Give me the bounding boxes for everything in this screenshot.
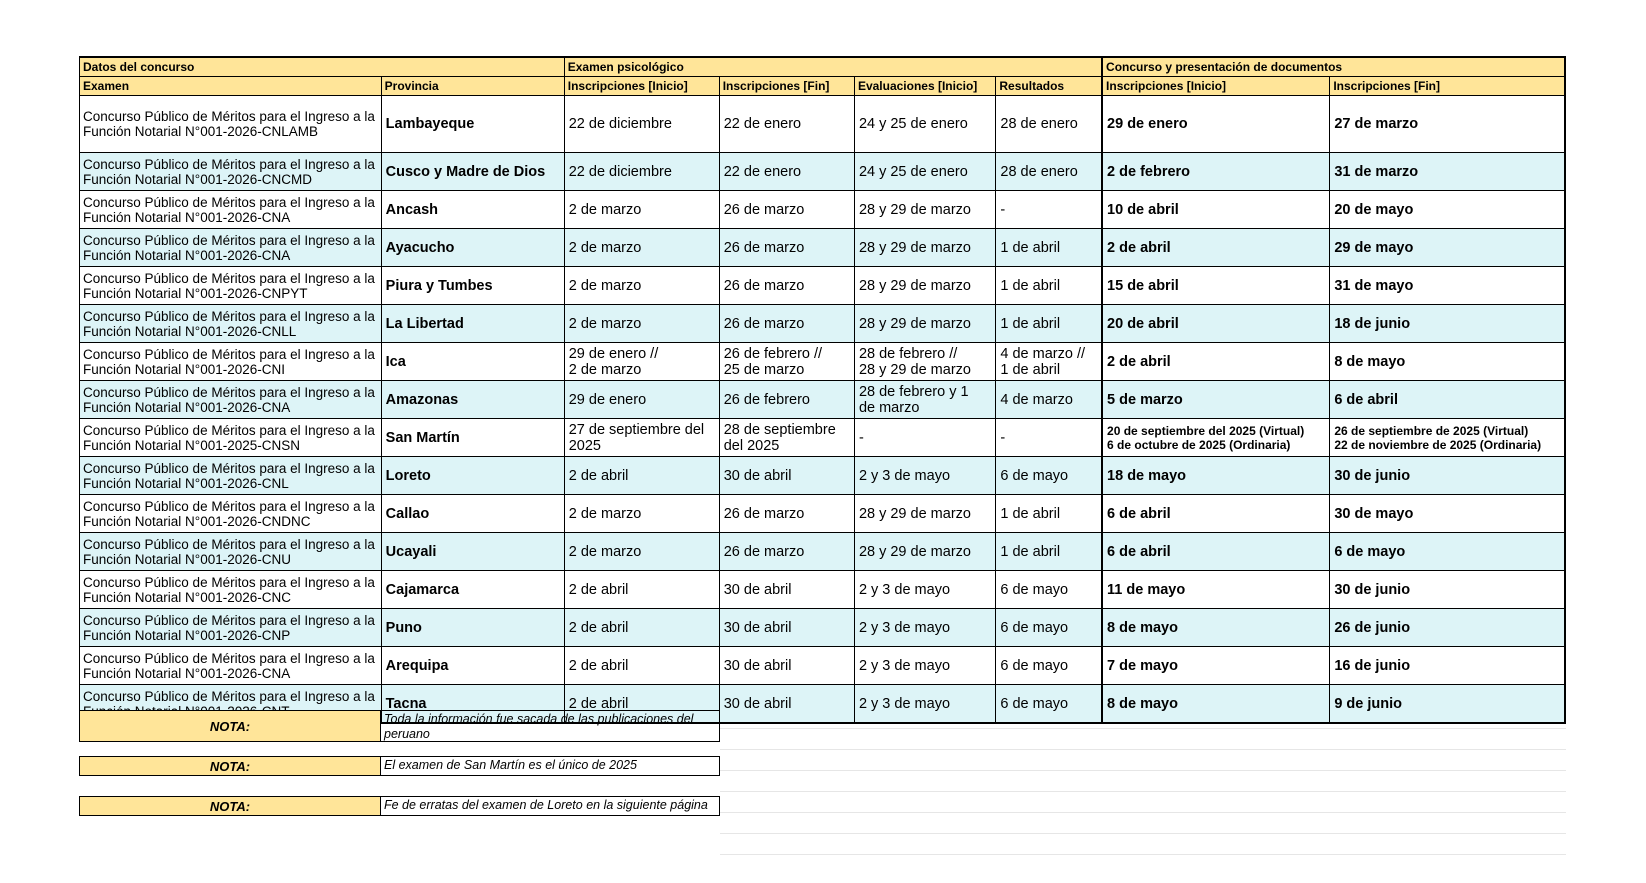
cell-resultados[interactable]: 1 de abril: [996, 229, 1102, 267]
cell-provincia[interactable]: Puno: [381, 609, 564, 647]
cell-ins-inicio[interactable]: 29 de enero: [564, 381, 719, 419]
col-examen-header[interactable]: Examen: [80, 77, 382, 96]
cell-doc-fin[interactable]: 9 de junio: [1330, 685, 1565, 724]
note-text[interactable]: El examen de San Martín es el único de 2025: [381, 756, 720, 776]
table-row: [80, 495, 1566, 533]
cell-provincia[interactable]: Piura y Tumbes: [381, 267, 564, 305]
note-label[interactable]: NOTA:: [79, 710, 381, 742]
spreadsheet: [79, 56, 1566, 724]
cell-ins-fin[interactable]: 26 de marzo: [719, 191, 854, 229]
cell-examen[interactable]: Concurso Público de Méritos para el Ingreso a la Función Notarial N°001-2026-CNI: [80, 343, 382, 381]
cell-evaluaciones[interactable]: 28 de febrero y 1 de marzo: [854, 381, 995, 419]
note-text[interactable]: Toda la información fue sacada de las publicaciones del peruano: [381, 710, 720, 742]
cell-resultados[interactable]: 1 de abril: [996, 533, 1102, 571]
cell-provincia[interactable]: Lambayeque: [381, 96, 564, 153]
cell-provincia[interactable]: Callao: [381, 495, 564, 533]
cell-ins-inicio[interactable]: 2 de marzo: [564, 267, 719, 305]
cell-examen[interactable]: Concurso Público de Méritos para el Ingreso a la Función Notarial N°001-2026-CNA: [80, 647, 382, 685]
cell-resultados[interactable]: 6 de mayo: [996, 571, 1102, 609]
cell-ins-fin[interactable]: 26 de marzo: [719, 267, 854, 305]
cell-doc-fin[interactable]: 30 de junio: [1330, 457, 1565, 495]
note-row: [79, 796, 720, 816]
cell-doc-inicio[interactable]: 15 de abril: [1102, 267, 1330, 305]
cell-provincia[interactable]: Amazonas: [381, 381, 564, 419]
cell-ins-fin[interactable]: 30 de abril: [719, 609, 854, 647]
table-row: [80, 343, 1566, 381]
cell-ins-fin[interactable]: 22 de enero: [719, 96, 854, 153]
cell-doc-fin[interactable]: 30 de junio: [1330, 571, 1565, 609]
cell-examen[interactable]: Concurso Público de Méritos para el Ingreso a la Función Notarial N°001-2026-CNP: [80, 609, 382, 647]
cell-ins-inicio[interactable]: 2 de abril: [564, 647, 719, 685]
cell-doc-inicio[interactable]: 29 de enero: [1102, 96, 1330, 153]
cell-examen[interactable]: Concurso Público de Méritos para el Ingreso a la Función Notarial N°001-2026-CNL: [80, 457, 382, 495]
cell-examen[interactable]: Concurso Público de Méritos para el Ingreso a la Función Notarial N°001-2026-CNPYT: [80, 267, 382, 305]
cell-doc-fin[interactable]: 30 de mayo: [1330, 495, 1565, 533]
table-row: [80, 419, 1566, 457]
cell-ins-fin[interactable]: 26 de marzo: [719, 533, 854, 571]
col-ins-inicio-header[interactable]: Inscripciones [Inicio]: [564, 77, 719, 96]
cell-doc-fin[interactable]: 29 de mayo: [1330, 229, 1565, 267]
cell-ins-fin[interactable]: 22 de enero: [719, 153, 854, 191]
cell-examen[interactable]: Concurso Público de Méritos para el Ingreso a la Función Notarial N°001-2026-CNDNC: [80, 495, 382, 533]
table-row: [80, 153, 1566, 191]
cell-doc-fin[interactable]: 31 de marzo: [1330, 153, 1565, 191]
note-row: [79, 756, 720, 776]
cell-resultados[interactable]: 6 de mayo: [996, 647, 1102, 685]
cell-provincia[interactable]: La Libertad: [381, 305, 564, 343]
cell-examen[interactable]: Concurso Público de Méritos para el Ingreso a la Función Notarial N°001-2026-CNA: [80, 191, 382, 229]
cell-ins-inicio[interactable]: 2 de abril: [564, 685, 719, 724]
note-label[interactable]: NOTA:: [79, 756, 381, 776]
cell-ins-fin[interactable]: 30 de abril: [719, 457, 854, 495]
cell-doc-fin[interactable]: 6 de mayo: [1330, 533, 1565, 571]
col-doc-fin-header[interactable]: Inscripciones [Fin]: [1330, 77, 1565, 96]
cell-doc-inicio[interactable]: 11 de mayo: [1102, 571, 1330, 609]
cell-evaluaciones[interactable]: 2 y 3 de mayo: [854, 457, 995, 495]
group-datos-header[interactable]: Datos del concurso: [80, 57, 565, 77]
cell-evaluaciones[interactable]: 2 y 3 de mayo: [854, 685, 995, 724]
cell-doc-fin[interactable]: 31 de mayo: [1330, 267, 1565, 305]
cell-doc-fin[interactable]: 26 de septiembre de 2025 (Virtual) 22 de noviembre de 2025 (Ordinaria): [1330, 419, 1565, 457]
cell-doc-inicio[interactable]: 20 de abril: [1102, 305, 1330, 343]
cell-evaluaciones[interactable]: 28 y 29 de marzo: [854, 191, 995, 229]
col-doc-inicio-header[interactable]: Inscripciones [Inicio]: [1102, 77, 1330, 96]
cell-doc-inicio[interactable]: 8 de mayo: [1102, 609, 1330, 647]
cell-doc-inicio[interactable]: 7 de mayo: [1102, 647, 1330, 685]
table-row: [80, 533, 1566, 571]
cell-resultados[interactable]: 4 de marzo // 1 de abril: [996, 343, 1102, 381]
cell-ins-inicio[interactable]: 2 de marzo: [564, 495, 719, 533]
cell-provincia[interactable]: Cajamarca: [381, 571, 564, 609]
table-row: [80, 571, 1566, 609]
cell-ins-fin[interactable]: 26 de marzo: [719, 229, 854, 267]
header-column-row: [80, 77, 1566, 96]
cell-ins-fin[interactable]: 30 de abril: [719, 685, 854, 724]
cell-ins-fin[interactable]: 30 de abril: [719, 571, 854, 609]
cell-ins-inicio[interactable]: 22 de diciembre: [564, 153, 719, 191]
cell-ins-inicio[interactable]: 2 de abril: [564, 609, 719, 647]
col-evaluaciones-header[interactable]: Evaluaciones [Inicio]: [854, 77, 995, 96]
table-row: [80, 191, 1566, 229]
cell-doc-fin[interactable]: 6 de abril: [1330, 381, 1565, 419]
cell-doc-fin[interactable]: 26 de junio: [1330, 609, 1565, 647]
cell-ins-inicio[interactable]: 29 de enero // 2 de marzo: [564, 343, 719, 381]
table-row: [80, 609, 1566, 647]
cell-resultados[interactable]: -: [996, 419, 1102, 457]
cell-ins-fin[interactable]: 30 de abril: [719, 647, 854, 685]
cell-ins-fin[interactable]: 28 de septiembre del 2025: [719, 419, 854, 457]
cell-doc-fin[interactable]: 16 de junio: [1330, 647, 1565, 685]
table-row: [80, 647, 1566, 685]
cell-doc-inicio[interactable]: 2 de abril: [1102, 343, 1330, 381]
cell-evaluaciones[interactable]: 28 y 29 de marzo: [854, 495, 995, 533]
cell-ins-inicio[interactable]: 2 de marzo: [564, 229, 719, 267]
cell-provincia[interactable]: San Martín: [381, 419, 564, 457]
cell-ins-fin[interactable]: 26 de marzo: [719, 495, 854, 533]
cell-doc-inicio[interactable]: 20 de septiembre del 2025 (Virtual) 6 de octubre de 2025 (Ordinaria): [1102, 419, 1330, 457]
cell-resultados[interactable]: 6 de mayo: [996, 457, 1102, 495]
note-row: [79, 710, 720, 742]
cell-ins-inicio[interactable]: 2 de marzo: [564, 191, 719, 229]
table-row: [80, 457, 1566, 495]
cell-provincia[interactable]: Loreto: [381, 457, 564, 495]
col-provincia-header[interactable]: Provincia: [381, 77, 564, 96]
cell-doc-inicio[interactable]: 10 de abril: [1102, 191, 1330, 229]
cell-evaluaciones[interactable]: 28 y 29 de marzo: [854, 533, 995, 571]
cell-resultados[interactable]: 4 de marzo: [996, 381, 1102, 419]
header-group-row: [80, 57, 1566, 77]
cell-examen[interactable]: Concurso Público de Méritos para el Ingreso a la: [80, 685, 382, 724]
table-row: [80, 381, 1566, 419]
cell-doc-fin[interactable]: 20 de mayo: [1330, 191, 1565, 229]
cell-examen[interactable]: Concurso Público de Méritos para el Ingreso a la Función Notarial N°001-2026-CNA: [80, 381, 382, 419]
cell-ins-inicio[interactable]: 2 de abril: [564, 457, 719, 495]
cell-doc-inicio[interactable]: 2 de febrero: [1102, 153, 1330, 191]
cell-evaluaciones[interactable]: 24 y 25 de enero: [854, 96, 995, 153]
table-row: [80, 267, 1566, 305]
cell-examen[interactable]: Concurso Público de Méritos para el Ingreso a la Función Notarial N°001-2026-CNA: [80, 229, 382, 267]
table-row: [80, 305, 1566, 343]
group-examen-header[interactable]: Examen psicológico: [564, 57, 1102, 77]
cell-evaluaciones[interactable]: 28 y 29 de marzo: [854, 267, 995, 305]
cell-ins-inicio[interactable]: 2 de marzo: [564, 305, 719, 343]
cell-evaluaciones[interactable]: 28 de febrero // 28 y 29 de marzo: [854, 343, 995, 381]
cell-evaluaciones[interactable]: 2 y 3 de mayo: [854, 647, 995, 685]
cell-doc-fin[interactable]: 18 de junio: [1330, 305, 1565, 343]
cell-provincia[interactable]: Ucayali: [381, 533, 564, 571]
cell-provincia[interactable]: Arequipa: [381, 647, 564, 685]
group-concurso-header[interactable]: Concurso y presentación de documentos: [1102, 57, 1565, 77]
col-ins-fin-header[interactable]: Inscripciones [Fin]: [719, 77, 854, 96]
table-row: [80, 229, 1566, 267]
cell-resultados[interactable]: 28 de enero: [996, 96, 1102, 153]
cell-provincia[interactable]: Ica: [381, 343, 564, 381]
cell-evaluaciones[interactable]: 2 y 3 de mayo: [854, 571, 995, 609]
cell-doc-fin[interactable]: 27 de marzo: [1330, 96, 1565, 153]
cell-resultados[interactable]: 1 de abril: [996, 495, 1102, 533]
schedule-table: [79, 56, 1566, 724]
cell-evaluaciones[interactable]: 28 y 29 de marzo: [854, 229, 995, 267]
cell-examen[interactable]: Concurso Público de Méritos para el Ingreso a la Función Notarial N°001-2026-CNU: [80, 533, 382, 571]
cell-ins-inicio[interactable]: 22 de diciembre: [564, 96, 719, 153]
cell-resultados[interactable]: 6 de mayo: [996, 609, 1102, 647]
cell-ins-inicio[interactable]: 27 de septiembre del 2025: [564, 419, 719, 457]
cell-examen[interactable]: Concurso Público de Méritos para el Ingreso a la Función Notarial N°001-2026-CNCMD: [80, 153, 382, 191]
cell-examen[interactable]: Concurso Público de Méritos para el Ingreso a la Función Notarial N°001-2026-CNLL: [80, 305, 382, 343]
cell-doc-inicio[interactable]: 5 de marzo: [1102, 381, 1330, 419]
note-text[interactable]: Fe de erratas del examen de Loreto en la siguiente página: [381, 796, 720, 816]
cell-provincia[interactable]: Tacna: [381, 685, 564, 724]
cell-provincia[interactable]: Ancash: [381, 191, 564, 229]
cell-resultados[interactable]: 6 de mayo: [996, 685, 1102, 724]
cell-doc-inicio[interactable]: 2 de abril: [1102, 229, 1330, 267]
cell-doc-inicio[interactable]: 18 de mayo: [1102, 457, 1330, 495]
cell-resultados[interactable]: -: [996, 191, 1102, 229]
cell-ins-fin[interactable]: 26 de febrero // 25 de marzo: [719, 343, 854, 381]
cell-doc-fin[interactable]: 8 de mayo: [1330, 343, 1565, 381]
col-resultados-header[interactable]: Resultados: [996, 77, 1102, 96]
cell-doc-inicio[interactable]: 6 de abril: [1102, 495, 1330, 533]
cell-examen[interactable]: Concurso Público de Méritos para el Ingreso a la Función Notarial N°001-2025-CNSN: [80, 419, 382, 457]
cell-ins-fin[interactable]: 26 de marzo: [719, 305, 854, 343]
cell-ins-inicio[interactable]: 2 de abril: [564, 571, 719, 609]
cell-resultados[interactable]: 1 de abril: [996, 267, 1102, 305]
cell-evaluaciones[interactable]: 28 y 29 de marzo: [854, 305, 995, 343]
cell-resultados[interactable]: 28 de enero: [996, 153, 1102, 191]
cell-evaluaciones[interactable]: 2 y 3 de mayo: [854, 609, 995, 647]
cell-provincia[interactable]: Cusco y Madre de Dios: [381, 153, 564, 191]
table-row: [80, 96, 1566, 153]
cell-ins-fin[interactable]: 26 de febrero: [719, 381, 854, 419]
cell-ins-inicio[interactable]: 2 de marzo: [564, 533, 719, 571]
sheet-gridlines: [720, 728, 1566, 860]
cell-examen[interactable]: Concurso Público de Méritos para el Ingreso a la Función Notarial N°001-2026-CNLAMB: [80, 96, 382, 153]
cell-resultados[interactable]: 1 de abril: [996, 305, 1102, 343]
cell-doc-inicio[interactable]: 8 de mayo: [1102, 685, 1330, 724]
cell-doc-inicio[interactable]: 6 de abril: [1102, 533, 1330, 571]
cell-provincia[interactable]: Ayacucho: [381, 229, 564, 267]
cell-examen[interactable]: Concurso Público de Méritos para el Ingreso a la Función Notarial N°001-2026-CNC: [80, 571, 382, 609]
cell-evaluaciones[interactable]: -: [854, 419, 995, 457]
note-label[interactable]: NOTA:: [79, 796, 381, 816]
cell-evaluaciones[interactable]: 24 y 25 de enero: [854, 153, 995, 191]
